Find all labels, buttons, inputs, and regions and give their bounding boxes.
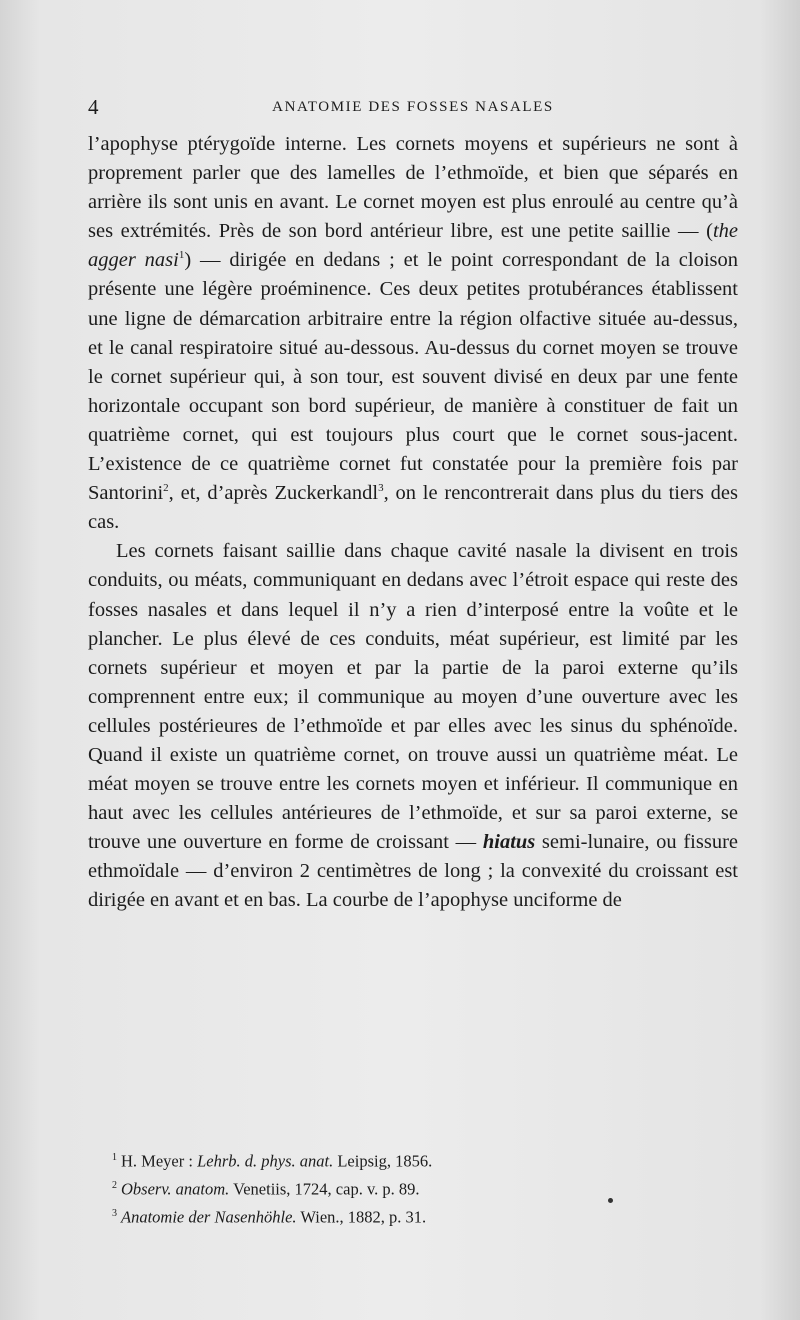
- footnote-3: [112, 1202, 712, 1230]
- footnote-ref-2[interactable]: 2: [163, 482, 169, 495]
- page-header: [88, 95, 738, 119]
- paragraph-2: [88, 537, 738, 915]
- footnote-title: Observ. anatom.: [121, 1179, 230, 1199]
- footnote-title: Anatomie der Nasenhöhle.: [121, 1207, 297, 1227]
- footnote-number: 2: [112, 1180, 117, 1191]
- footnote-ref-3[interactable]: 3: [378, 482, 384, 495]
- footnotes: [112, 1146, 712, 1230]
- body-text: [88, 130, 738, 916]
- paragraph-1: [88, 130, 738, 537]
- footnote-details: Leipsig, 1856.: [333, 1151, 433, 1171]
- paragraph-1-text-d: , on le rencontrerait dans plus du tiers des cas.: [88, 482, 738, 534]
- footnote-details: Wien., 1882, p. 31.: [296, 1207, 427, 1227]
- footnote-number: 1: [112, 1152, 117, 1163]
- footnote-details: Venetiis, 1724, cap. v. p. 89.: [229, 1179, 420, 1199]
- footnote-1: [112, 1146, 712, 1174]
- paragraph-1-text-a: l’apophyse ptérygoïde interne. Les cornets moyens et supérieurs ne sont à proprement parler que des lamelles de l’ethmoïde, et bien que séparés en arrière ils sont unis en avant. Le cornet moyen est plus enroulé au centre qu’à ses extrémités. Près de son bord antérieur libre, est une petite saillie — (: [88, 133, 738, 243]
- footnote-2: [112, 1174, 712, 1202]
- footnote-ref-1[interactable]: 1: [178, 249, 185, 262]
- running-title: ANATOMIE DES FOSSES NASALES: [272, 99, 554, 115]
- paragraph-2-text-a: Les cornets faisant saillie dans chaque cavité nasale la divisent en trois conduits, ou méats, communiquant en dedans avec l’étroit espace qui reste des fosses nasales et dans lequel il n’y a rien d’interposé entre la voûte et le plancher. Le plus élevé de ces conduits, méat supérieur, est limité par les cornets supérieur et moyen et par la partie de la paroi externe qu’ils comprennent entre eux; il communique au moyen d’une ouverture avec les cellules postérieures de l’ethmoïde et par elles avec les sinus du sphénoïde. Quand il existe un quatrième cornet, on trouve aussi un quatrième méat. Le méat moyen se trouve entre les cornets moyen et inférieur. Il communique en haut avec les cellules antérieures de l’ethmoïde, et sur sa paroi externe, se trouve une ouverture en forme de croissant —: [88, 540, 738, 854]
- agger-nasi-term: the agger nasi: [88, 220, 738, 272]
- hiatus-term: hiatus: [482, 831, 536, 854]
- paragraph-2-text-b: semi-lunaire, ou fissure ethmoïdale — d’environ 2 centimètres de long ; la convexité du croissant est dirigée en avant et en bas. La courbe de l’apophyse unciforme de: [88, 831, 738, 912]
- paragraph-1-text-c: , et, d’après Zuckerkandl: [168, 482, 379, 505]
- page-number: 4: [88, 95, 99, 119]
- paragraph-1-text-b: ) — dirigée en dedans ; et le point correspondant de la cloison présente une légère proéminence. Ces deux petites protubérances établissent une ligne de démarcation arbitraire entre la région olfactive située au-dessus, et le canal respiratoire situé au-dessous. Au-dessus du cornet moyen se trouve le cornet supérieur qui, à son tour, est souvent divisé en deux par une fente horizontale occupant son bord supérieur, de manière à constituer de fait un quatrième cornet, qui est toujours plus court que le cornet sous-jacent. L’existence de ce quatrième cornet fut constatée pour la première fois par Santorini: [88, 249, 738, 505]
- ink-speck: [608, 1198, 613, 1203]
- footnote-author: H. Meyer :: [121, 1151, 198, 1171]
- footnote-title: Lehrb. d. phys. anat.: [197, 1151, 334, 1171]
- footnote-number: 3: [112, 1208, 117, 1219]
